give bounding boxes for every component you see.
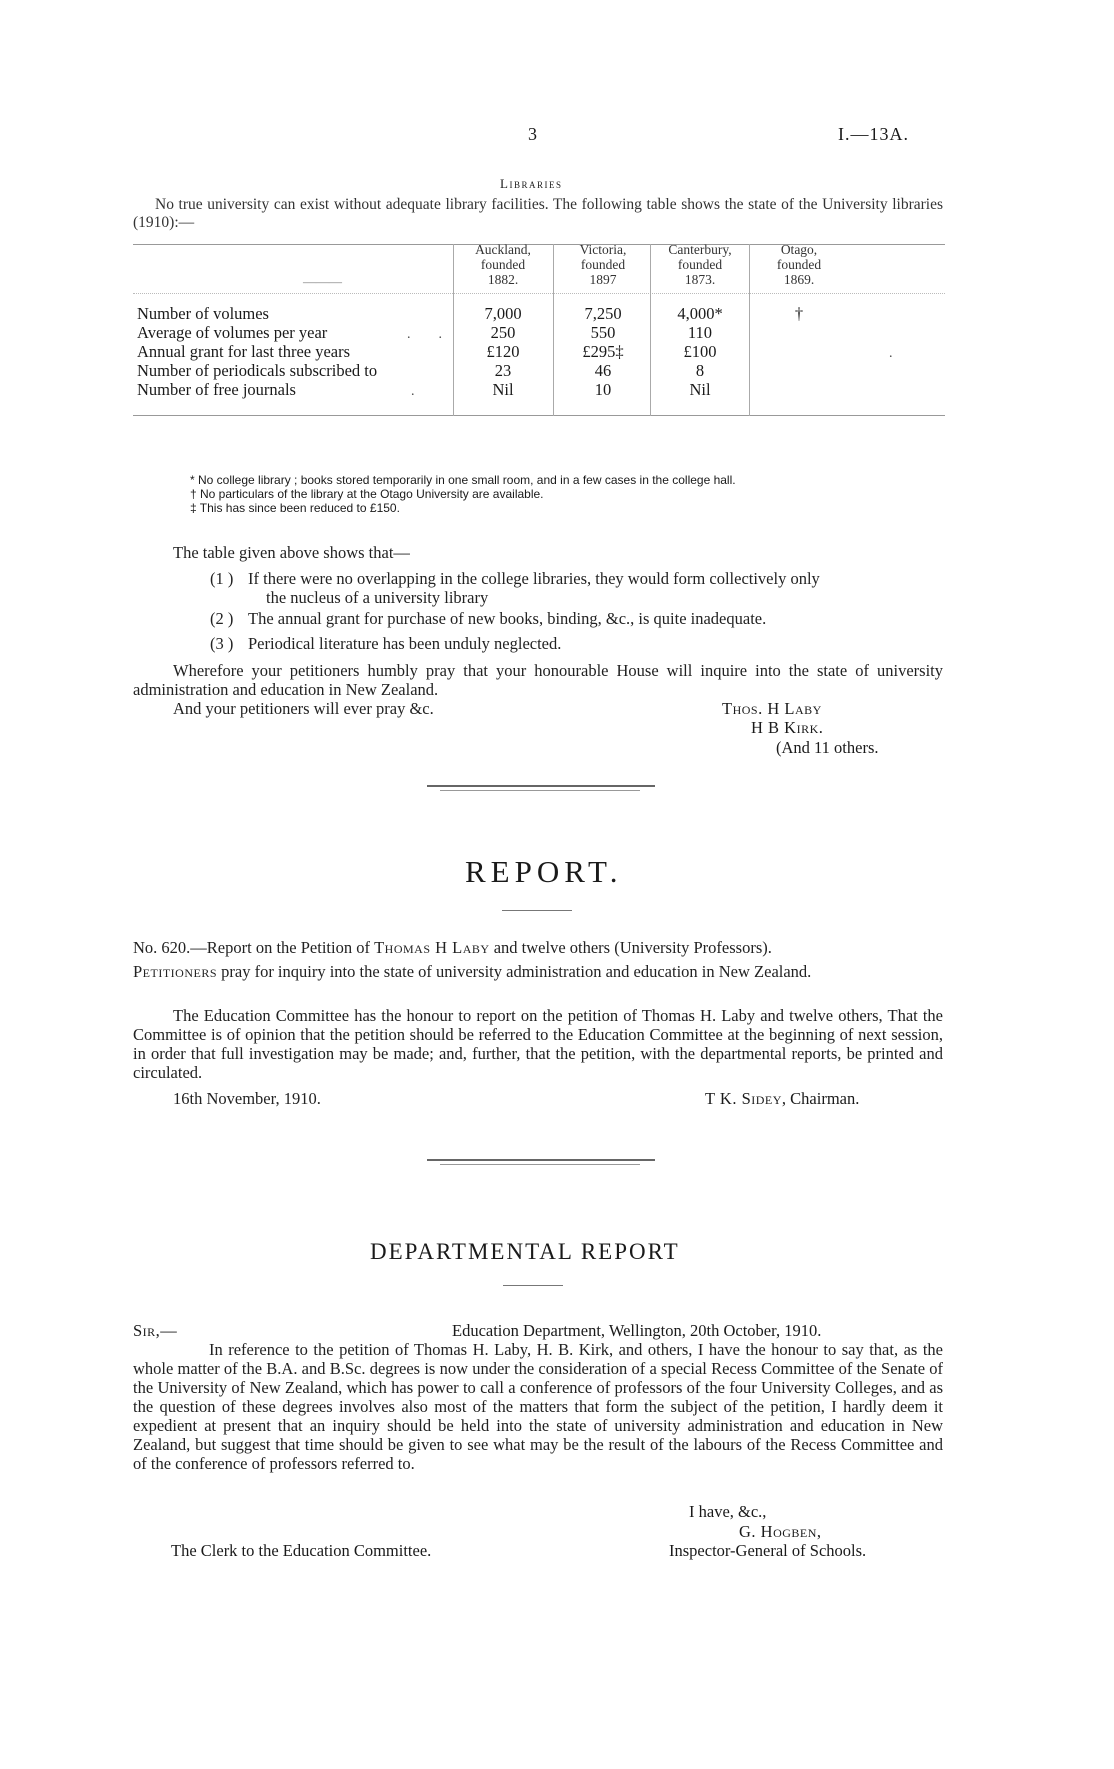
libraries-table <box>133 244 945 464</box>
libraries-intro: No true university can exist without adequate library facilities. The following table shows the state of the University libraries (1910):— <box>133 196 943 231</box>
table-row-label: Annual grant for last three years <box>137 342 351 361</box>
table-row-label: Number of periodicals subscribed to <box>137 361 378 380</box>
footnote: * No college library ; books stored temporarily in one small room, and in a few cases in the college hall. <box>190 473 736 487</box>
section-divider <box>440 1164 640 1165</box>
table-cell: 46 <box>594 361 612 380</box>
sender-address: Education Department, Wellington, 20th October, 1910. <box>452 1321 822 1340</box>
document-reference: I.—13A. <box>838 124 909 144</box>
table-bottom-rule <box>133 415 945 416</box>
point-text: The annual grant for purchase of new books, binding, &c., is quite inadequate. <box>248 609 767 628</box>
addressee: The Clerk to the Education Committee. <box>171 1541 432 1560</box>
closing-formula: I have, &c., <box>689 1502 767 1521</box>
conclusion-intro: The table given above shows that— <box>173 543 410 562</box>
table-cell: Nil <box>492 380 514 399</box>
column-header-canterbury: Canterbury, founded 1873. <box>668 242 732 287</box>
signature-kirk: H B Kirk. <box>751 718 824 737</box>
report-signatory: T K. Sidey, Chairman. <box>705 1089 860 1108</box>
signature-laby: Thos. H Laby <box>722 699 822 718</box>
prayer-paragraph: Wherefore your petitioners humbly pray that your honourable House will inquire into the state of university administration and education in New Zealand. <box>133 661 943 699</box>
table-cell: £295‡ <box>582 342 624 361</box>
leader-dots: . . <box>407 327 442 342</box>
point-number: (3 ) <box>210 634 234 653</box>
column-header-auckland: Auckland, founded 1882. <box>475 242 531 287</box>
section-divider <box>427 1159 655 1161</box>
table-cell: † <box>794 304 804 323</box>
petitioners-paragraph: Petitioners pray for inquiry into the state of university administration and education in New Zealand. <box>133 962 812 981</box>
table-row-label: Number of volumes <box>137 304 269 323</box>
point-number: (1 ) <box>210 569 234 588</box>
salutation: Sir,— <box>133 1321 178 1340</box>
point-text: If there were no overlapping in the college libraries, they would form collectively only <box>248 569 820 588</box>
table-cell: £120 <box>486 342 520 361</box>
table-cell: 110 <box>687 323 713 342</box>
table-cell: 250 <box>490 323 516 342</box>
footnote: † No particulars of the library at the Otago University are available. <box>190 487 544 501</box>
table-row-label: Number of free journals <box>137 380 296 399</box>
table-cell: Nil <box>689 380 711 399</box>
report-title: REPORT. <box>465 854 623 889</box>
title-rule <box>502 910 572 911</box>
table-cell: 10 <box>594 380 612 399</box>
leader-dots: . <box>889 346 893 361</box>
section-divider <box>427 785 655 787</box>
leader-dots: . <box>411 384 415 399</box>
table-cell: 8 <box>695 361 705 380</box>
section-divider <box>440 790 640 791</box>
table-footnotes <box>190 473 736 515</box>
point-text: Periodical literature has been unduly neglected. <box>248 634 562 653</box>
libraries-heading: Libraries <box>500 176 563 191</box>
table-row-label: Average of volumes per year <box>137 323 328 342</box>
table-cell: 4,000* <box>677 304 723 323</box>
table-cell: £100 <box>683 342 717 361</box>
column-header-victoria: Victoria, founded 1897 <box>579 242 627 287</box>
signer-title: Inspector-General of Schools. <box>669 1541 867 1560</box>
point-text: the nucleus of a university library <box>266 588 489 607</box>
departmental-report-title: DEPARTMENTAL REPORT <box>370 1239 680 1264</box>
table-header-rule <box>133 293 945 294</box>
point-number: (2 ) <box>210 609 234 628</box>
column-header-otago: Otago, founded 1869. <box>776 242 822 287</box>
blank-column-header: ——— <box>303 274 342 289</box>
closing-line: And your petitioners will ever pray &c. <box>173 699 434 718</box>
report-date: 16th November, 1910. <box>173 1089 321 1108</box>
page-number: 3 <box>528 124 537 144</box>
title-rule <box>503 1285 563 1286</box>
departmental-body: In reference to the petition of Thomas H. Laby, H. B. Kirk, and others, I have the honour to say that, as the whole matter of the B.A. and B.Sc. degrees is now under the consideration of a special Recess Committee of the Senate of the University of New Zealand, which has power to call a conference of professors of the four University Colleges, and as the question of these degrees involves also most of the matters that form the subject of the petition, I hardly deem it expedient at present that an inquiry should be held into the state of university administration and education in New Zealand, but suggest that time should be given to see what may be the result of the labours of the Recess Committee and of the conference of professors referred to. <box>133 1340 943 1473</box>
signature-others: (And 11 others. <box>776 738 879 757</box>
table-cell: 7,000 <box>484 304 522 323</box>
footnote: ‡ This has since been reduced to £150. <box>190 501 400 515</box>
table-cell: 7,250 <box>584 304 622 323</box>
signer-name: G. Hogben, <box>739 1522 822 1541</box>
table-cell: 550 <box>590 323 616 342</box>
report-number-line: No. 620.—Report on the Petition of Thomas H Laby and twelve others (University Professors). <box>133 938 772 957</box>
table-cell: 23 <box>494 361 512 380</box>
report-body: The Education Committee has the honour to report on the petition of Thomas H. Laby and twelve others, That the Committee is of opinion that the petition should be referred to the Education Committee at the beginning of next session, in order that full investigation may be made; and, further, that the petition, with the departmental reports, be printed and circulated. <box>133 1006 943 1082</box>
